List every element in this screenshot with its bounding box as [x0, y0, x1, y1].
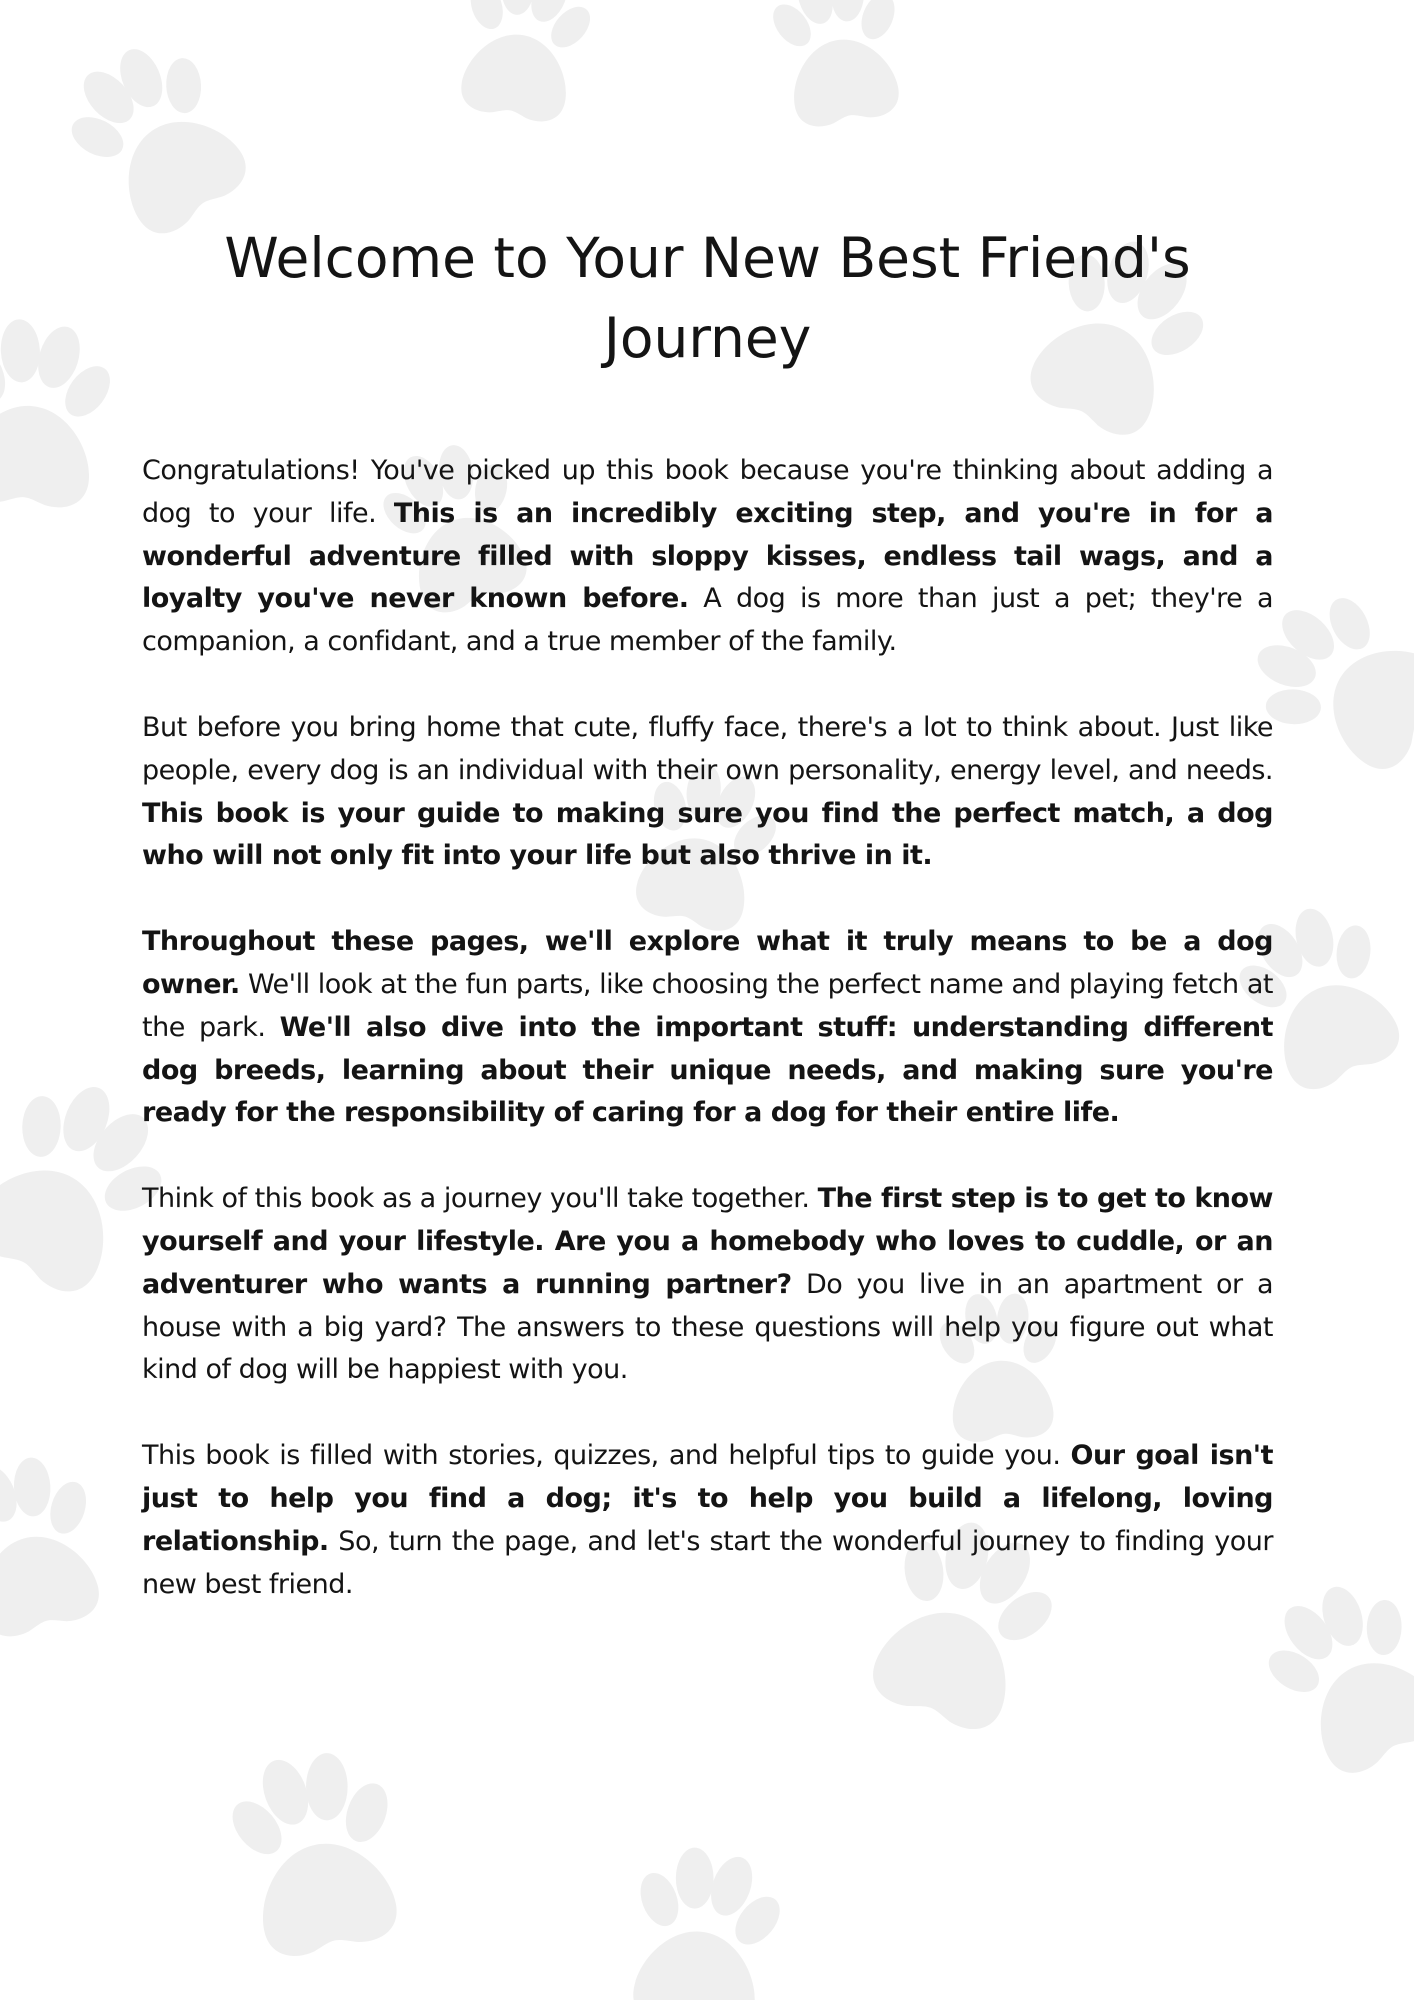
page-title-line-2: Journey [603, 306, 812, 370]
bold-text-run: Throughout these pages, we'll explore what it truly means to be a dog owner. [142, 926, 1273, 1000]
bold-text-run: This book is your guide to making sure you find the perfect match, a dog who will not only fit into your life but also thrive in it. [142, 797, 1273, 872]
paw-print-icon [0, 312, 124, 512]
text-run: Do you live in an apartment or a house with a big yard? The answers to these questions will help you figure out what kind of dog will be happiest with you. [142, 1268, 1273, 1386]
text-run: Congratulations! You've picked up this book because you're thinking about adding a dog to your life. [142, 455, 1273, 529]
document-page [142, 0, 1273, 1649]
paragraph-1 [142, 450, 1273, 664]
paragraph-5 [142, 1435, 1273, 1606]
paw-print-icon [615, 1837, 796, 2000]
text-run: We'll look at the fun parts, like choosing the perfect name and playing fetch at the park. [142, 968, 1273, 1043]
bold-text-run: We'll also dive into the important stuff: understanding different dog breeds, learning about their unique needs, and making sure you're ready for the responsibility of caring for a dog for their entire life. [142, 1011, 1274, 1129]
text-run: But before you bring home that cute, fluffy face, there's a lot to think about. Just like people, every dog is an individual with their own personality, energy level, and needs. [142, 711, 1273, 786]
paw-print-icon [213, 1735, 425, 1966]
paw-print-icon [0, 1439, 124, 1647]
paragraph-4 [142, 1178, 1273, 1392]
bold-text-run: This is an incredibly exciting step, and you're in for a wonderful adventure filled with sloppy kisses, endless tail wags, and a loyalty you've never known before. [142, 497, 1273, 615]
text-run: This book is filled with stories, quizzes, and helpful tips to guide you. [142, 1440, 1071, 1472]
page-title [142, 218, 1273, 378]
bold-text-run: Our goal isn't just to help you find a dog; it's to help you build a lifelong, loving relationship. [142, 1440, 1273, 1557]
text-run: So, turn the page, and let's start the wonderful journey to finding your new best friend. [142, 1525, 1273, 1600]
text-run: Think of this book as a journey you'll take together. [142, 1183, 818, 1215]
paragraph-2 [142, 707, 1273, 878]
page-title-line-1: Welcome to Your New Best Friend's [224, 226, 1191, 290]
body-text [142, 450, 1273, 1606]
bold-text-run: The first step is to get to know yourself and your lifestyle. Are you a homebody who loves to cuddle, or an adventurer who wants a running partner? [142, 1183, 1273, 1300]
text-run: A dog is more than just a pet; they're a companion, a confidant, and a true member of the family. [142, 583, 1274, 658]
paragraph-3 [142, 921, 1273, 1135]
